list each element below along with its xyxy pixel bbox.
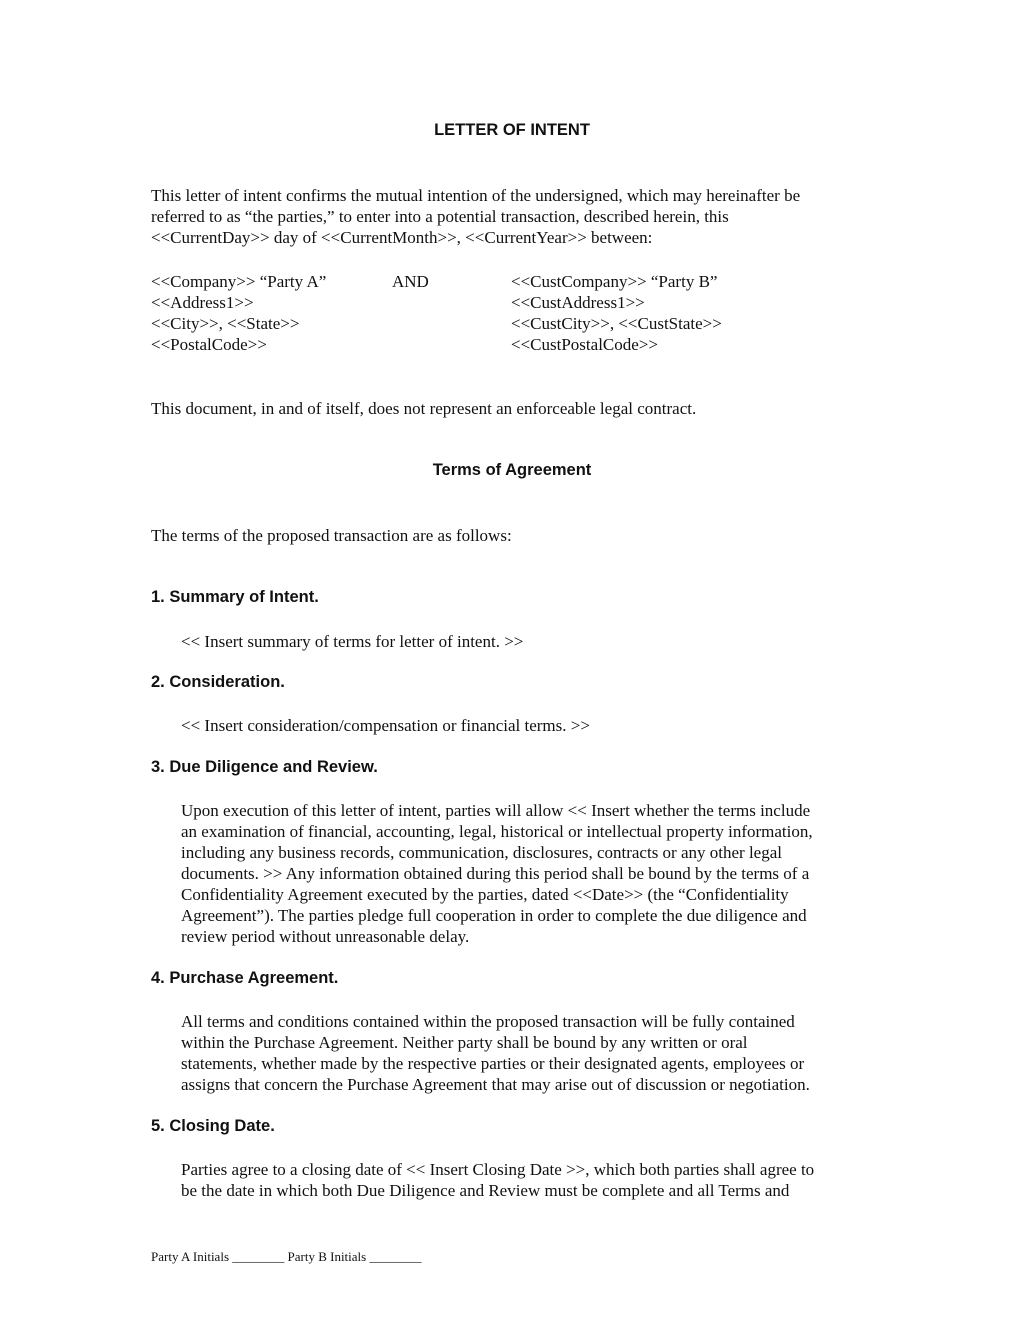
section-line: review period without unreasonable delay. (181, 927, 470, 946)
page-footer (151, 1249, 421, 1265)
party-a-address: <<Address1>> (151, 293, 254, 312)
party-b-city-state: <<CustCity>>, <<CustState>> (511, 314, 722, 333)
section-line: be the date in which both Due Diligence and Review must be complete and all Terms and (181, 1181, 790, 1200)
section-heading-consideration: 2. Consideration. (151, 673, 285, 691)
section-heading-purchase-agreement: 4. Purchase Agreement. (151, 969, 339, 987)
disclaimer-text: This document, in and of itself, does not represent an enforceable legal contract. (151, 399, 697, 418)
party-a-company: <<Company>> “Party A” (151, 272, 327, 291)
section-body-due-diligence (181, 800, 813, 947)
intro-paragraph (151, 185, 800, 248)
section-line: documents. >> Any information obtained during this period shall be bound by the terms of a (181, 864, 810, 883)
section-line: Parties agree to a closing date of << Insert Closing Date >>, which both parties shall agree to (181, 1160, 815, 1179)
section-line: Upon execution of this letter of intent, parties will allow << Insert whether the terms include (181, 801, 811, 820)
party-b-block (511, 271, 722, 355)
party-b-initials: Party B Initials ________ (287, 1249, 422, 1264)
and-label: AND (392, 272, 429, 291)
party-b-postal: <<CustPostalCode>> (511, 335, 658, 354)
party-b-company: <<CustCompany>> “Party B” (511, 272, 718, 291)
section-line: << Insert summary of terms for letter of intent. >> (181, 632, 524, 651)
party-a-initials: Party A Initials ________ (151, 1249, 285, 1264)
section-line: statements, whether made by the respective parties or their designated agents, employees or (181, 1054, 805, 1073)
section-line: << Insert consideration/compensation or financial terms. >> (181, 716, 590, 735)
section-line: within the Purchase Agreement. Neither party shall be bound by any written or oral (181, 1033, 748, 1052)
section-line: including any business records, communication, disclosures, contracts or any other legal (181, 843, 782, 862)
section-heading-summary: 1. Summary of Intent. (151, 588, 319, 606)
terms-intro: The terms of the proposed transaction are as follows: (151, 526, 512, 545)
section-heading-due-diligence: 3. Due Diligence and Review. (151, 758, 378, 776)
section-body-consideration (181, 715, 590, 736)
party-b-address: <<CustAddress1>> (511, 293, 645, 312)
terms-heading: Terms of Agreement (432, 461, 592, 479)
section-line: All terms and conditions contained within the proposed transaction will be fully contained (181, 1012, 795, 1031)
intro-line: referred to as “the parties,” to enter into a potential transaction, described herein, this (151, 207, 729, 226)
party-a-postal: <<PostalCode>> (151, 335, 267, 354)
section-body-closing-date (181, 1159, 814, 1201)
intro-line: <<CurrentDay>> day of <<CurrentMonth>>, <<CurrentYear>> between: (151, 228, 653, 247)
section-body-purchase-agreement (181, 1011, 810, 1095)
section-line: Agreement”). The parties pledge full cooperation in order to complete the due diligence and (181, 906, 807, 925)
party-a-city-state: <<City>>, <<State>> (151, 314, 300, 333)
section-line: assigns that concern the Purchase Agreement that may arise out of discussion or negotiation. (181, 1075, 810, 1094)
section-line: Confidentiality Agreement executed by the parties, dated <<Date>> (the “Confidentiality (181, 885, 789, 904)
section-heading-closing-date: 5. Closing Date. (151, 1117, 275, 1135)
section-line: an examination of financial, accounting, legal, historical or intellectual property information, (181, 822, 813, 841)
document-title: LETTER OF INTENT (434, 121, 590, 139)
party-a-block (151, 271, 326, 355)
section-body-summary (181, 631, 523, 652)
intro-line: This letter of intent confirms the mutual intention of the undersigned, which may hereinafter be (151, 186, 801, 205)
